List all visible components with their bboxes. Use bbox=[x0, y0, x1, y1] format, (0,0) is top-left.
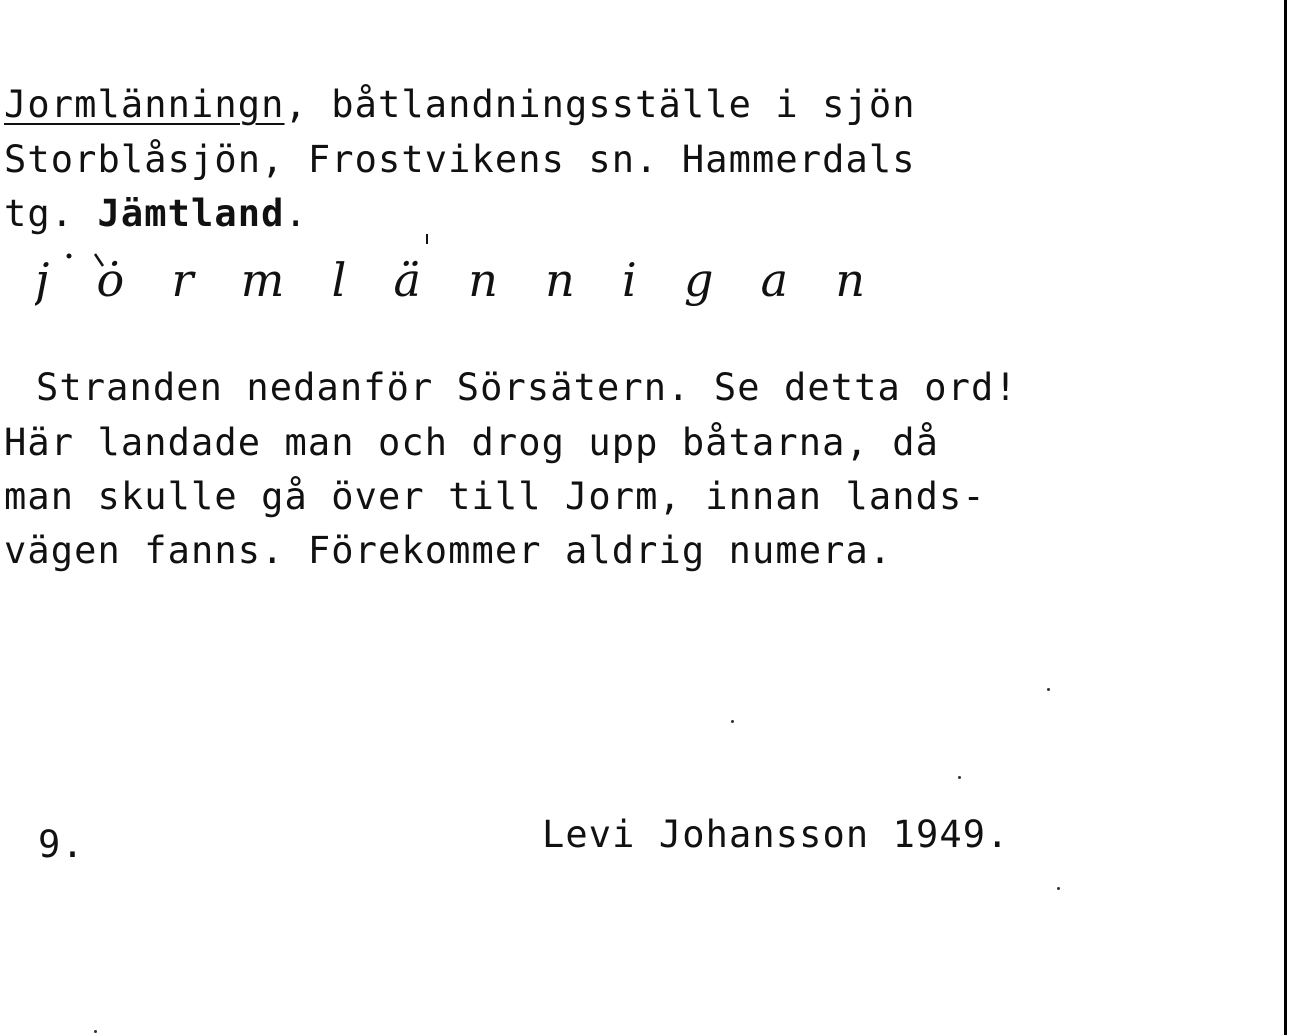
description-line-2: Här landade man och drog upp båtarna, då bbox=[4, 421, 940, 464]
author-signature: Levi Johansson 1949. bbox=[542, 813, 1010, 856]
scan-speck bbox=[731, 720, 734, 723]
entry-line-1 bbox=[4, 83, 916, 126]
card-number: 9. bbox=[38, 823, 85, 866]
description-line-4: vägen fanns. Förekommer aldrig numera. bbox=[4, 529, 893, 572]
card-right-edge bbox=[1284, 0, 1287, 1035]
description-line-1: Stranden nedanför Sörsätern. Se detta ord! bbox=[36, 366, 1018, 409]
pronunciation-text: jȯrmlännigan bbox=[35, 253, 865, 307]
entry-province: Jämtland bbox=[97, 192, 285, 235]
entry-district-label: tg. bbox=[4, 192, 98, 235]
entry-line-3 bbox=[4, 192, 308, 235]
entry-period: . bbox=[284, 192, 308, 235]
entry-definition-start: , båtlandningsställe i sjön bbox=[284, 83, 916, 126]
description-line-3: man skulle gå över till Jorm, innan lands- bbox=[4, 475, 986, 518]
scan-speck bbox=[94, 1030, 97, 1033]
entry-line-2: Storblåsjön, Frostvikens sn. Hammerdals bbox=[4, 138, 916, 181]
scan-speck bbox=[1047, 688, 1050, 691]
scan-speck bbox=[1057, 887, 1060, 890]
handwritten-pronunciation bbox=[35, 228, 915, 338]
scan-speck bbox=[958, 776, 961, 779]
headword: Jormlänningn bbox=[4, 83, 285, 126]
